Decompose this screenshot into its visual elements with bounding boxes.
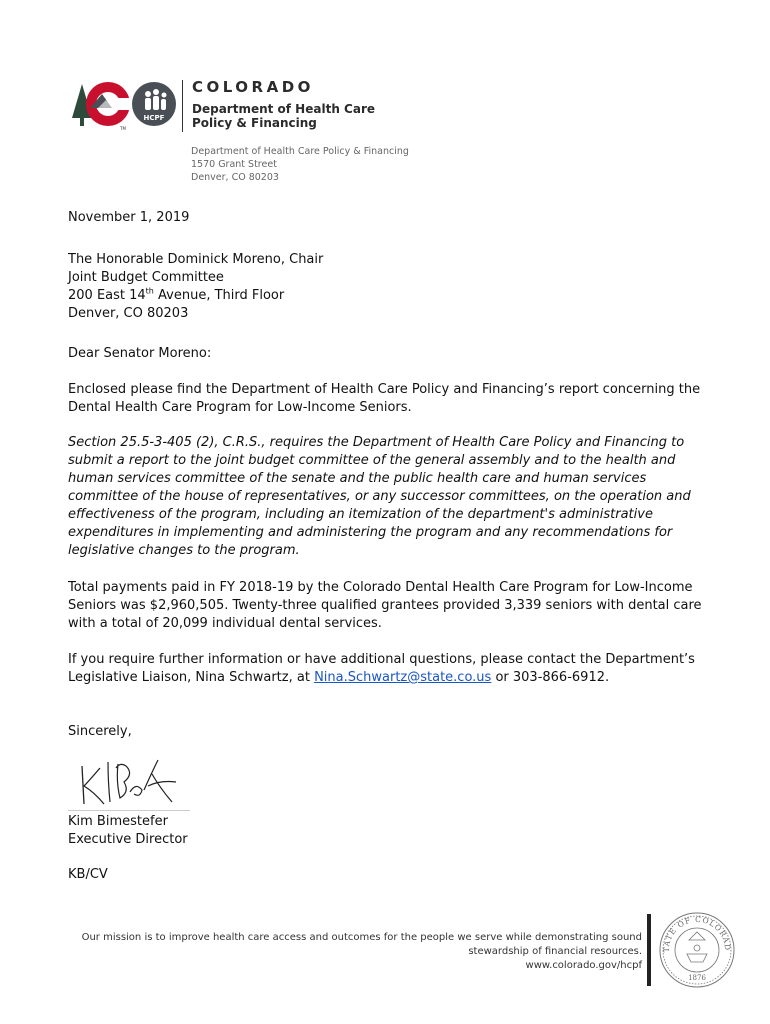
paragraph-statute: Section 25.5-3-405 (2), C.R.S., requires the Department of Health Care Policy and Financing to submit a report to the joint budget committee of the general assembly and to the health and human services committee of the senate and the public health care and human services committee of the house of representatives, or any successor committees, on the operation and effectiveness of the program, including an itemization of the department's administrative expenditures in implementing and administering the program and any recommendations for legislative changes to the program. xyxy=(68,435,691,558)
paragraph-payments: Total payments paid in FY 2018-19 by the Colorado Dental Health Care Program for Low-Income Seniors was $2,960,505. Twenty-three qualified grantees provided 3,339 seniors with dental care with a total of 20,099 individual dental services. xyxy=(68,580,702,631)
logo-divider xyxy=(182,80,183,132)
org-name: COLORADO xyxy=(192,78,314,96)
address-line1: Department of Health Care Policy & Financing xyxy=(191,146,409,157)
recipient-line1: The Honorable Dominick Moreno, Chair xyxy=(68,252,324,267)
salutation: Dear Senator Moreno: xyxy=(68,346,212,361)
liaison-email-link[interactable]: Nina.Schwartz@state.co.us xyxy=(314,670,492,685)
signature-icon xyxy=(68,752,193,810)
footer-divider xyxy=(647,914,651,986)
signature-image xyxy=(68,752,193,810)
state-seal xyxy=(657,910,737,990)
address-line2: 1570 Grant Street xyxy=(191,159,277,170)
svg-text:1876: 1876 xyxy=(688,974,706,982)
colorado-logo-icon xyxy=(68,74,188,134)
address-line3: Denver, CO 80203 xyxy=(191,172,279,183)
recipient-line2: Joint Budget Committee xyxy=(68,270,224,285)
svg-text:TM: TM xyxy=(120,126,126,131)
signature-line xyxy=(68,810,190,811)
department-line1: Department of Health Care xyxy=(192,102,375,116)
recipient-address xyxy=(68,251,708,323)
signer-title: Executive Director xyxy=(68,832,188,847)
svg-text:STATE OF COLORADO: TATE OF COLORAD xyxy=(661,914,733,953)
letter-date: November 1, 2019 xyxy=(68,210,190,225)
signer-block xyxy=(68,813,708,849)
footer-mission xyxy=(62,931,642,973)
department-line2: Policy & Financing xyxy=(192,116,317,130)
signer-name: Kim Bimestefer xyxy=(68,814,168,829)
state-seal-icon xyxy=(657,910,737,990)
typist-initials: KB/CV xyxy=(68,867,108,882)
closing: Sincerely, xyxy=(68,724,132,739)
svg-text:HCPF: HCPF xyxy=(143,114,165,122)
department-name xyxy=(192,102,375,130)
paragraph-contact: If you require further information or have additional questions, please contact the Department’s Legislative Liaison, Nina Schwartz, at Nina.Schwartz@state.co.us or 303-866-6912. xyxy=(68,652,695,685)
recipient-line4: Denver, CO 80203 xyxy=(68,306,189,321)
recipient-line3: 200 East 14th Avenue, Third Floor xyxy=(68,286,285,303)
footer-website: www.colorado.gov/hcpf xyxy=(525,960,642,971)
colorado-hcpf-logo xyxy=(68,74,188,134)
return-address xyxy=(191,145,409,184)
paragraph-intro: Enclosed please find the Department of Health Care Policy and Financing’s report concerning the Dental Health Care Program for Low-Income Seniors. xyxy=(68,382,701,415)
mission-line1: Our mission is to improve health care access and outcomes for the people we serve while demonstrating sound xyxy=(81,932,642,943)
mission-line2: stewardship of financial resources. xyxy=(468,946,642,957)
